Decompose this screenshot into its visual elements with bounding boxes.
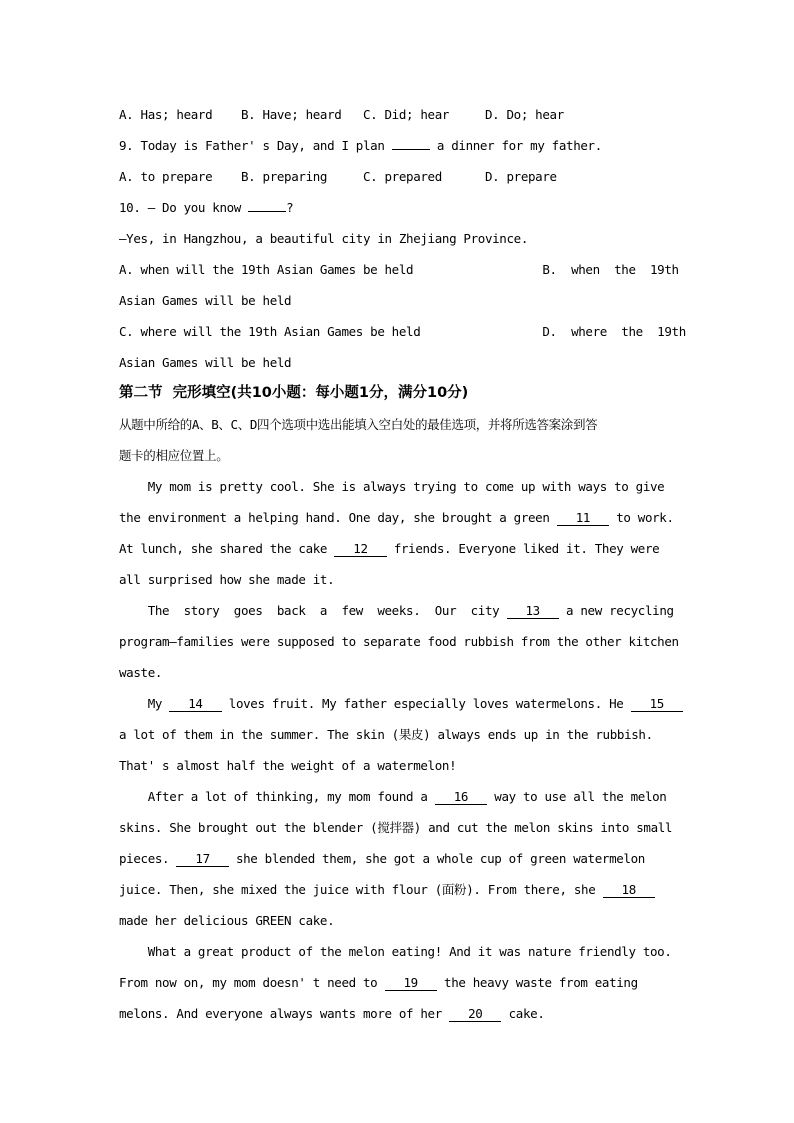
cloze-passage-line-13: pieces. 17 she blended them, she got a whole cup of green watermelon (119, 851, 645, 866)
question-10-options-cd: C. where will the 19th Asian Games be held D. where the 19th (119, 324, 686, 339)
fill-in-blank: 19 (385, 975, 437, 991)
document-body (119, 99, 686, 1029)
question-9-options: A. to prepare B. preparing C. prepared D. prepare (119, 169, 557, 184)
fill-in-blank: 14 (169, 696, 221, 712)
cloze-passage-line-1: My mom is pretty cool. She is always trying to come up with ways to give (119, 479, 665, 494)
question-10-answer: —Yes, in Hangzhou, a beautiful city in Zhejiang Province. (119, 231, 529, 246)
cloze-passage-line-4: all surprised how she made it. (119, 572, 335, 587)
fill-in-blank: 17 (176, 851, 228, 867)
question-10: 10. — Do you know ? (119, 200, 294, 215)
cloze-passage-line-8: My 14 loves fruit. My father especially loves watermelons. He 15 (119, 688, 681, 719)
fill-in-blank: 16 (435, 789, 487, 805)
fill-in-blank: 18 (603, 882, 655, 898)
fill-in-blank: 15 (631, 696, 683, 712)
cloze-passage-line-11: After a lot of thinking, my mom found a 16 way to use all the melon (119, 789, 667, 804)
fill-in-blank: 11 (557, 510, 609, 526)
cloze-passage-line-5: The story goes back a few weeks. Our city 13 a new recycling (119, 603, 674, 618)
cloze-passage-line-6: program—families were supposed to separate food rubbish from the other kitchen (119, 634, 679, 649)
cloze-passage-line-3: At lunch, she shared the cake 12 friends. Everyone liked it. They were (119, 541, 660, 556)
question-10-option-d-wrap: Asian Games will be held (119, 355, 292, 370)
cloze-passage-line-7: waste. (119, 665, 163, 680)
section-2-instructions-line-2: 题卡的相应位置上。 (119, 448, 229, 463)
cloze-passage-line-16: What a great product of the melon eating! And it was nature friendly too. (119, 944, 672, 959)
cloze-passage-line-12: skins. She brought out the blender (搅拌器) and cut the melon skins into small (119, 820, 673, 835)
cloze-passage-line-9: a lot of them in the summer. The skin (果皮) always ends up in the rubbish. (119, 727, 653, 742)
fill-in-blank: 13 (507, 603, 559, 619)
cloze-passage-line-2: the environment a helping hand. One day, she brought a green 11 to work. (119, 510, 674, 525)
fill-in-blank: 20 (449, 1006, 501, 1022)
question-8-options: A. Has; heard B. Have; heard C. Did; hear D. Do; hear (119, 107, 564, 122)
section-2-heading: 第二节 完形填空(共10小题：每小题1分，满分10分) (119, 385, 469, 401)
question-9: 9. Today is Father' s Day, and I plan a dinner for my father. (119, 138, 602, 153)
question-10-option-b-wrap: Asian Games will be held (119, 293, 292, 308)
cloze-passage-line-18: melons. And everyone always wants more of her 20 cake. (119, 1006, 545, 1021)
fill-in-blank (392, 149, 430, 150)
cloze-passage-line-14: juice. Then, she mixed the juice with flour (面粉). From there, she 18 (119, 874, 681, 905)
cloze-passage-line-17: From now on, my mom doesn' t need to 19 the heavy waste from eating (119, 975, 638, 990)
fill-in-blank (248, 211, 286, 212)
section-2-instructions-line-1: 从题中所给的A、B、C、D四个选项中选出能填入空白处的最佳选项，并将所选答案涂到答 (119, 417, 598, 432)
cloze-passage-line-15: made her delicious GREEN cake. (119, 913, 335, 928)
fill-in-blank: 12 (334, 541, 386, 557)
question-10-options-ab: A. when will the 19th Asian Games be held B. when the 19th (119, 262, 679, 277)
cloze-passage-line-10: That' s almost half the weight of a watermelon! (119, 758, 457, 773)
